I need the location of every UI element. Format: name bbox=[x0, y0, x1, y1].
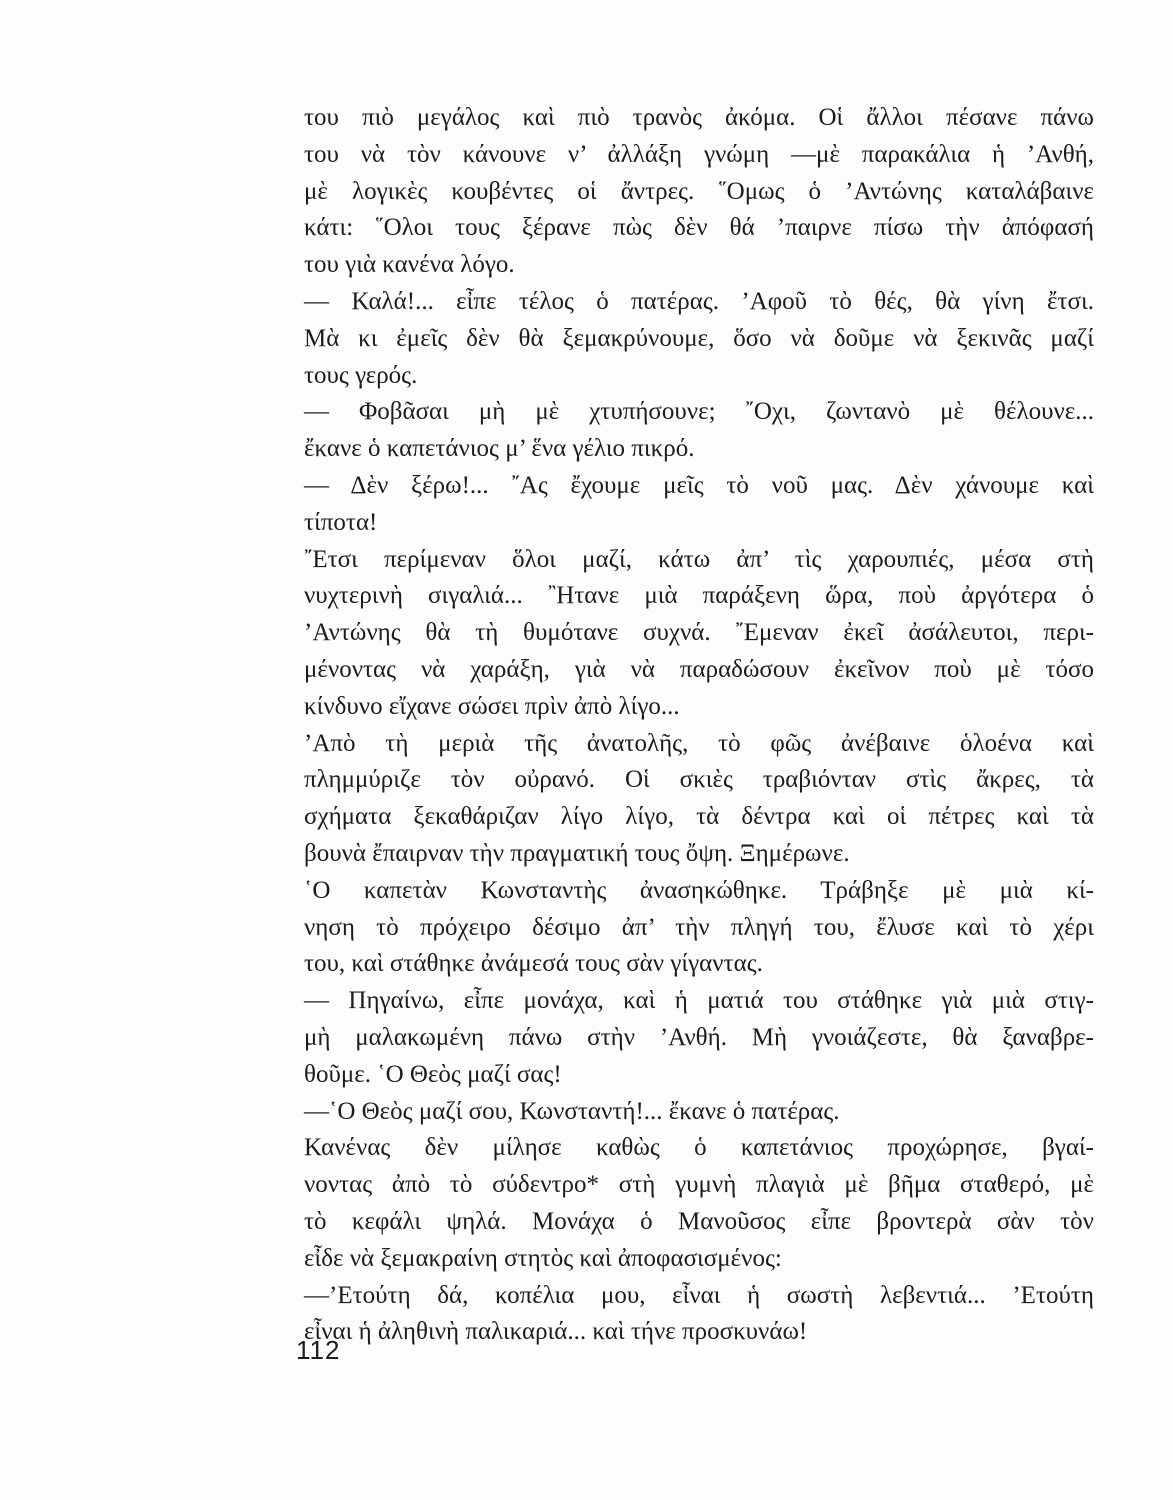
text-line: — Δὲν ξέρω!... ῎Ας ἔχουμε μεῖς τὸ νοῦ μας. Δὲν χάνουμε καὶ bbox=[304, 471, 1094, 499]
text-line: — Καλά!... εἶπε τέλος ὁ πατέρας. ’Αφοῦ τὸ θές, θὰ γίνη ἔτσι. bbox=[304, 287, 1094, 315]
text-line: Μὰ κι ἐμεῖς δὲν θὰ ξεμακρύνουμε, ὅσο νὰ δοῦμε νὰ ξεκινᾶς μαζί bbox=[304, 324, 1094, 352]
text-line: μὲ λογικὲς κουβέντες οἱ ἄντρες. ῞Ομως ὁ ’Αντώνης καταλάβαινε bbox=[304, 177, 1094, 205]
text-line: νοντας ἀπὸ τὸ σύδεντρο* στὴ γυμνὴ πλαγιὰ μὲ βῆμα σταθερό, μὲ bbox=[304, 1171, 1094, 1199]
text-line: εἶναι ἡ ἀληθινὴ παλικαριά... καὶ τήνε προσκυνάω! bbox=[304, 1318, 808, 1346]
text-line: του πιὸ μεγάλος καὶ πιὸ τρανὸς ἀκόμα. Οἱ ἄλλοι πέσανε πάνω bbox=[304, 104, 1094, 131]
text-line: ἔκανε ὁ καπετάνιος μ’ ἕνα γέλιο πικρό. bbox=[304, 435, 695, 463]
text-line: του γιὰ κανένα λόγο. bbox=[304, 251, 515, 279]
text-line: πλημμύριζε τὸν οὐρανό. Οἱ σκιὲς τραβιόνταν στὶς ἄκρες, τὰ bbox=[304, 766, 1094, 794]
text-line: θοῦμε. ῾Ο Θεὸς μαζί σας! bbox=[304, 1060, 562, 1088]
text-line: τους γερός. bbox=[304, 361, 418, 389]
text-line: μὴ μαλακωμένη πάνω στὴν ’Ανθή. Μὴ γνοιάζεστε, θὰ ξαναβρε- bbox=[304, 1023, 1094, 1051]
text-line: νηση τὸ πρόχειρο δέσιμο ἀπ’ τὴν πληγή του, ἔλυσε καὶ τὸ χέρι bbox=[304, 913, 1094, 941]
text-line: βουνὰ ἔπαιρναν τὴν πραγματική τους ὄψη. Ξημέρωνε. bbox=[304, 839, 850, 867]
text-line: νυχτερινὴ σιγαλιά... ῍Ητανε μιὰ παράξενη ὥρα, ποὺ ἀργότερα ὁ bbox=[304, 582, 1094, 610]
page-number: 112 bbox=[296, 1335, 341, 1365]
text-line: μένοντας νὰ χαράξη, γιὰ νὰ παραδώσουν ἐκεῖνον ποὺ μὲ τόσο bbox=[304, 655, 1094, 683]
text-line: σχήματα ξεκαθάριζαν λίγο λίγο, τὰ δέντρα καὶ οἱ πέτρες καὶ τὰ bbox=[304, 803, 1094, 831]
text-line: κίνδυνο εἴχανε σώσει πρὶν ἀπὸ λίγο... bbox=[304, 692, 680, 720]
text-line: ῾Ο καπετὰν Κωνσταντὴς ἀνασηκώθηκε. Τράβηξε μὲ μιὰ κί- bbox=[304, 876, 1094, 904]
body-text bbox=[304, 100, 1094, 1351]
text-line: ’Αντώνης θὰ τὴ θυμότανε συχνά. ῎Εμεναν ἐκεῖ ἀσάλευτοι, περι- bbox=[304, 619, 1094, 647]
text-line: ’Απὸ τὴ μεριὰ τῆς ἀνατολῆς, τὸ φῶς ἀνέβαινε ὁλοένα καὶ bbox=[304, 729, 1094, 757]
text-line: τίποτα! bbox=[304, 508, 378, 536]
text-line: ῎Ετσι περίμεναν ὅλοι μαζί, κάτω ἀπ’ τὶς χαρουπιές, μέσα στὴ bbox=[304, 545, 1094, 573]
text-line: — Πηγαίνω, εἶπε μονάχα, καὶ ἡ ματιά του στάθηκε γιὰ μιὰ στιγ- bbox=[304, 987, 1094, 1015]
text-line: εἶδε νὰ ξεμακραίνη στητὸς καὶ ἀποφασισμένος: bbox=[304, 1244, 782, 1272]
text-line: —῾Ο Θεὸς μαζί σου, Κωνσταντή!... ἔκανε ὁ πατέρας. bbox=[304, 1097, 840, 1125]
text-line: —’Ετούτη δά, κοπέλια μου, εἶναι ἡ σωστὴ λεβεντιά... ’Ετούτη bbox=[304, 1281, 1094, 1309]
text-line: — Φοβᾶσαι μὴ μὲ χτυπήσουνε; ῎Οχι, ζωντανὸ μὲ θέλουνε... bbox=[304, 398, 1094, 426]
text-line: κάτι: ῞Ολοι τους ξέρανε πὼς δὲν θά ’παιρνε πίσω τὴν ἀπόφασή bbox=[304, 214, 1094, 242]
text-line: του, καὶ στάθηκε ἀνάμεσά τους σὰν γίγαντας. bbox=[304, 950, 763, 978]
text-line: Κανένας δὲν μίλησε καθὼς ὁ καπετάνιος προχώρησε, βγαί- bbox=[304, 1134, 1094, 1162]
text-line: τὸ κεφάλι ψηλά. Μονάχα ὁ Μανοῦσος εἶπε βροντερὰ σὰν τὸν bbox=[304, 1207, 1094, 1235]
text-line: του νὰ τὸν κάνουνε ν’ ἀλλάξη γνώμη —μὲ παρακάλια ἡ ’Ανθή, bbox=[304, 140, 1094, 168]
